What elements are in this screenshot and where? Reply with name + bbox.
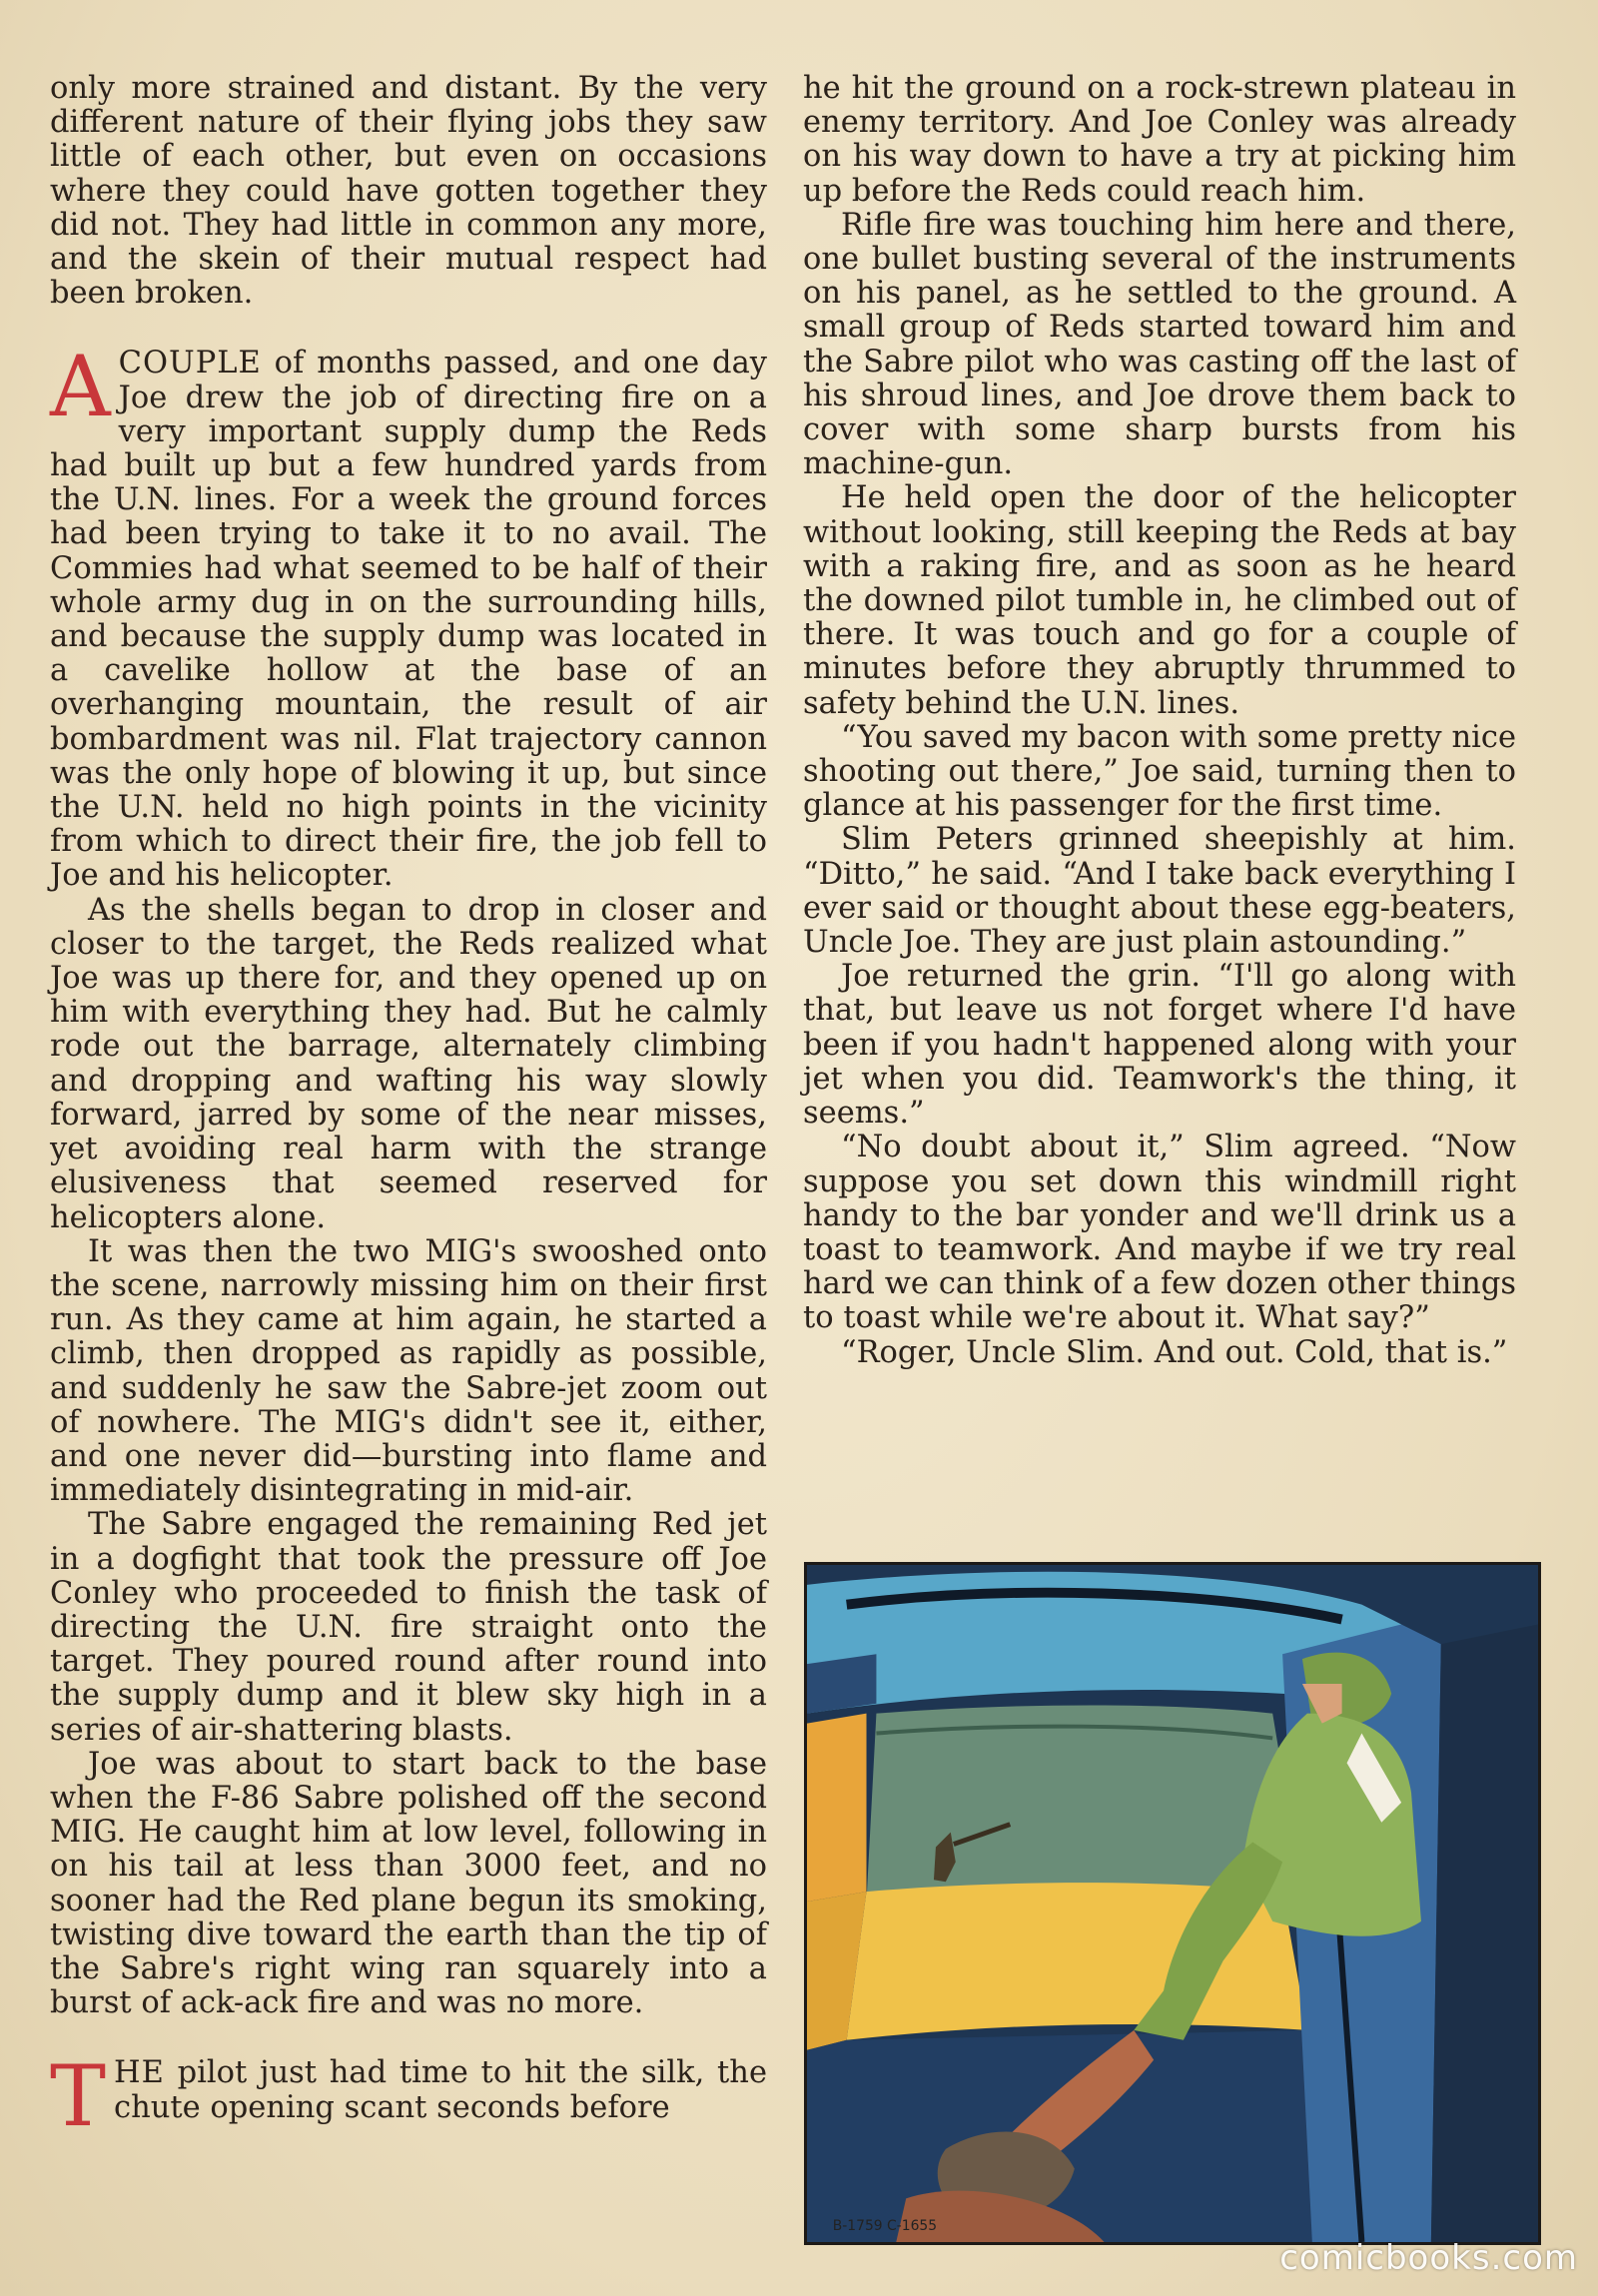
paragraph: Joe returned the grin. “I'll go along with that, but leave us not forget where I'd have been if you hadn't happened along with your jet when you did. Teamwork's the thing, it seems.” [803,959,1516,1132]
paragraph-with-dropcap [50,2047,767,2146]
paragraph: “You saved my bacon with some pretty nice shooting out there,” Joe said, turning then to glance at his passenger for the first time. [803,719,1516,824]
drop-cap: T [50,2047,107,2146]
comic-illustration-panel [804,1562,1541,2245]
paragraph: he hit the ground on a rock-strewn plateau in enemy territory. And Joe Conley was already on his way down to have a try at picking him up before the Reds could reach him. [803,71,1516,209]
paragraph: As the shells began to drop in closer and closer to the target, the Reds realized what Joe was up there for, and they opened up on him with everything they had. But he calmly rode out the barrage, alternately climbing and dropping and wafting his way slowly forward, jarred by some of the near misses, yet avoiding real harm with the strange elusiveness that seemed reserved for helicopters alone. [50,892,767,1235]
left-column [50,71,767,2146]
paragraph: Slim Peters grinned sheepishly at him. “Ditto,” he said. “And I take back everything I ever said or thought about these egg-beaters, Uncle Joe. They are just plain astounding.” [803,822,1516,961]
paragraph: Joe was about to start back to the base when the F-86 Sabre polished off the second MIG. He caught him at low level, following in on his tail at less than 3000 feet, and no sooner had the Red plane begun its smoking, twisting dive toward the earth than the tip of the Sabre's right wing ran squarely into a burst of ack-ack fire and was no more. [50,1746,767,2021]
paragraph-with-dropcap [50,338,767,894]
paragraph-text: pilot just had time to hit the silk, the chute opening scant seconds before [114,2055,767,2125]
illustration-art [807,1565,1538,2242]
paragraph-text: of months passed, and one day Joe drew the job of directing fire on a very important supply dump the Reds had built up but a few hundred yards from the U.N. lines. For a week the ground forces had been trying to take it to no avail. The Commies had what seemed to be half of their whole army dug in on the surrounding hills, and because the supply dump was located in a cavelike hollow at the base of an overhanging mountain, the result of air bombardment was nil. Flat trajectory cannon was the only hope of blowing it up, but since the U.N. held no high points in the vicinity from which to direct their fire, the job fell to Joe and his helicopter. [50,346,767,894]
paragraph: He held open the door of the helicopter without looking, still keeping the Reds at bay with a raking fire, and as soon as he heard the downed pilot tumble in, he climbed out of there. It was touch and go for a couple of minutes before they abruptly thrummed to safety behind the U.N. lines. [803,480,1516,721]
paragraph: “No doubt about it,” Slim agreed. “Now suppose you set down this windmill right handy to the bar yonder and we'll drink us a toast to teamwork. And maybe if we try real hard we can think of a few dozen other things to toast while we're about it. What say?” [803,1130,1516,1336]
right-column [803,72,1516,1370]
paragraph: The Sabre engaged the remaining Red jet in a dogfight that took the pressure off Joe Conley who proceeded to finish the task of directing the U.N. fire straight onto the target. They poured round after round into the supply dump and it blew sky high in a series of air-shattering blasts. [50,1507,767,1748]
site-watermark: comicbooks.com [1279,2238,1578,2278]
paragraph: only more strained and distant. By the very different nature of their flying jobs they saw little of each other, but even on occasions where they could have gotten together they did not. They had little in common any more, and the skein of their mutual respect had been broken. [50,71,767,312]
lead-in-caps: COUPLE [118,346,262,382]
drop-cap: A [50,338,111,436]
paragraph: “Roger, Uncle Slim. And out. Cold, that is.” [841,1334,1508,1370]
paragraph: Rifle fire was touching him here and there, one bullet busting several of the instruments on his panel, as he settled to the ground. A small group of Reds started toward him and the Sabre pilot who was casting off the last of his shroud lines, and Joe drove them back to cover with some sharp bursts from his machine-gun. [803,207,1516,482]
artist-signature: B-1759 C-1655 [832,2218,938,2235]
lead-in-caps: HE [114,2055,165,2091]
paragraph: It was then the two MIG's swooshed onto the scene, narrowly missing him on their first run. As they came at him again, he started a climb, then dropped as rapidly as possible, and suddenly he saw the Sabre-jet zoom out of nowhere. The MIG's didn't see it, either, and one never did—bursting into flame and immediately disintegrating in mid-air. [50,1233,767,1509]
